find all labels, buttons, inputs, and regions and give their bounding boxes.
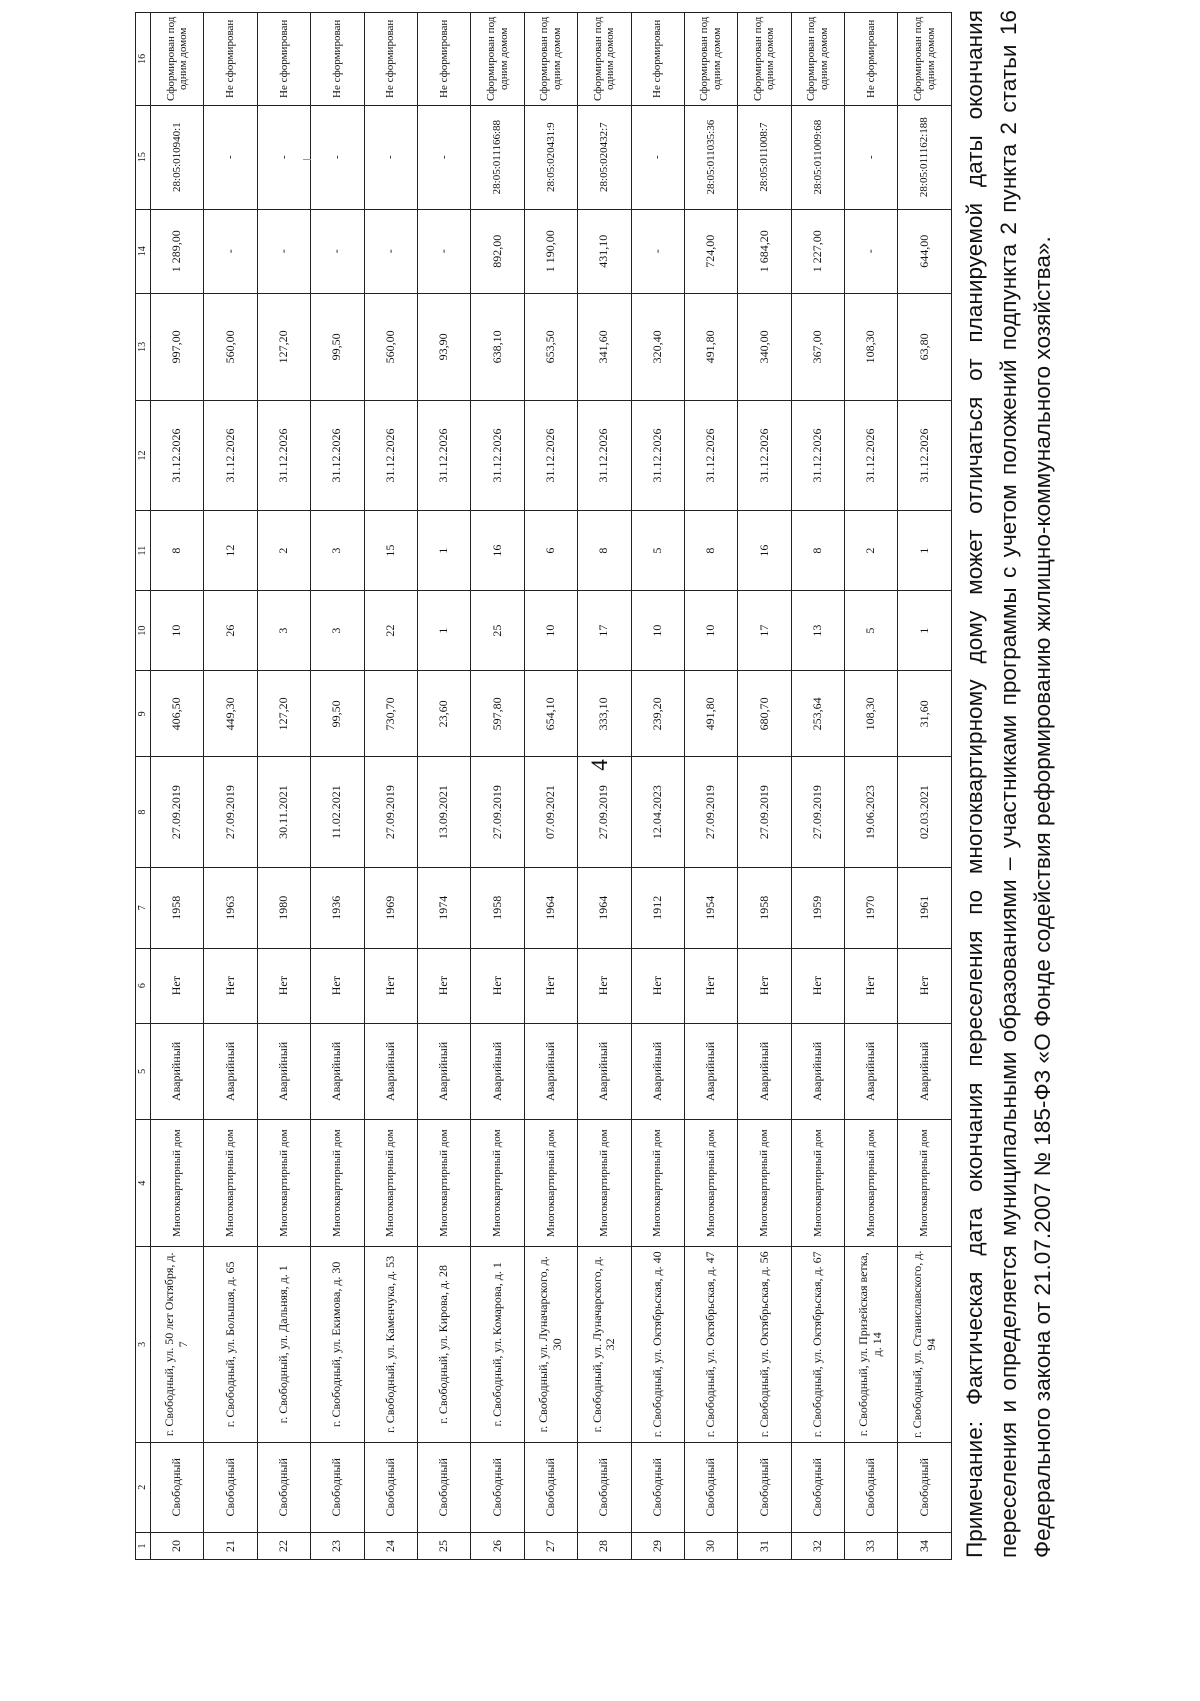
cell-row-number: 28 — [578, 1532, 631, 1559]
cell-year-built: 1974 — [417, 867, 470, 948]
table-row — [151, 13, 204, 1560]
cell-house-type: Многоквартирный дом — [471, 1120, 524, 1247]
cell-resettlement-end-date: 31.12.2026 — [151, 400, 204, 510]
cell-rooms: 2 — [257, 511, 310, 591]
column-number: 5 — [136, 1023, 151, 1120]
cell-cultural-heritage: Нет — [417, 948, 470, 1023]
cell-land-area: 1 289,00 — [151, 209, 204, 293]
cell-house-type: Многоквартирный дом — [738, 1120, 791, 1247]
cell-emergency-date: 27.09.2019 — [204, 757, 257, 867]
cell-house-status: Аварийный — [738, 1023, 791, 1120]
cell-year-built: 1958 — [471, 867, 524, 948]
cell-cadastral-number: - — [204, 105, 257, 209]
cell-row-number: 29 — [631, 1532, 684, 1559]
cell-house-type: Многоквартирный дом — [631, 1120, 684, 1247]
cell-address: г. Свободный, ул. Комарова, д. 1 — [471, 1247, 524, 1442]
cell-municipality: Свободный — [578, 1442, 631, 1532]
column-number: 1 — [136, 1532, 151, 1559]
cell-cadastral-number: - — [257, 105, 310, 209]
cell-row-number: 23 — [311, 1532, 364, 1559]
cell-rooms: 1 — [417, 511, 470, 591]
cell-year-built: 1969 — [364, 867, 417, 948]
table-row — [524, 13, 577, 1560]
cell-area: 730,70 — [364, 671, 417, 757]
cell-residents: 22 — [364, 591, 417, 671]
cell-residents: 10 — [631, 591, 684, 671]
cell-emergency-date: 11.02.2021 — [311, 757, 364, 867]
cell-land-status: Не сформирован — [417, 13, 470, 106]
cell-land-status: Не сформирован — [257, 13, 310, 106]
cell-year-built: 1954 — [684, 867, 737, 948]
cell-area: 239,20 — [631, 671, 684, 757]
cell-land-status: Сформирован под одним домом — [471, 13, 524, 106]
column-number: 10 — [136, 591, 151, 671]
cell-residents: 13 — [791, 591, 844, 671]
table-row — [898, 13, 951, 1560]
cell-resettlement-end-date: 31.12.2026 — [417, 400, 470, 510]
cell-area: 491,80 — [684, 671, 737, 757]
cell-land-status: Сформирован под одним домом — [684, 13, 737, 106]
cell-resettled-area: 341,60 — [578, 293, 631, 400]
table-row — [311, 13, 364, 1560]
cell-municipality: Свободный — [257, 1442, 310, 1532]
cell-cadastral-number: 28:05:020431:9 — [524, 105, 577, 209]
cell-rooms: 12 — [204, 511, 257, 591]
cell-cadastral-number: 28:05:020432:7 — [578, 105, 631, 209]
cell-row-number: 22 — [257, 1532, 310, 1559]
table-row — [791, 13, 844, 1560]
cell-house-type: Многоквартирный дом — [898, 1120, 951, 1247]
cell-cultural-heritage: Нет — [738, 948, 791, 1023]
cell-year-built: 1958 — [151, 867, 204, 948]
column-number: 2 — [136, 1442, 151, 1532]
cell-resettled-area: 367,00 — [791, 293, 844, 400]
cell-area: 406,50 — [151, 671, 204, 757]
cell-house-status: Аварийный — [791, 1023, 844, 1120]
cell-house-status: Аварийный — [471, 1023, 524, 1120]
cell-cadastral-number: - — [311, 105, 364, 209]
cell-land-area: - — [631, 209, 684, 293]
cell-cultural-heritage: Нет — [257, 948, 310, 1023]
cell-municipality: Свободный — [151, 1442, 204, 1532]
cell-resettlement-end-date: 31.12.2026 — [684, 400, 737, 510]
cell-emergency-date: 19.06.2023 — [845, 757, 898, 867]
cell-residents: 5 — [845, 591, 898, 671]
cell-cultural-heritage: Нет — [151, 948, 204, 1023]
cell-house-status: Аварийный — [631, 1023, 684, 1120]
cell-emergency-date: 13.09.2021 — [417, 757, 470, 867]
cell-resettlement-end-date: 31.12.2026 — [257, 400, 310, 510]
column-number: 11 — [136, 511, 151, 591]
cell-land-status: Сформирован под одним домом — [738, 13, 791, 106]
cell-address: г. Свободный, ул. Каменчука, д. 53 — [364, 1247, 417, 1442]
cell-house-status: Аварийный — [311, 1023, 364, 1120]
cell-rooms: 15 — [364, 511, 417, 591]
cell-rooms: 16 — [471, 511, 524, 591]
cell-row-number: 24 — [364, 1532, 417, 1559]
cell-land-status: Не сформирован — [631, 13, 684, 106]
cell-rooms: 6 — [524, 511, 577, 591]
cell-resettlement-end-date: 31.12.2026 — [311, 400, 364, 510]
column-number: 6 — [136, 948, 151, 1023]
cell-house-type: Многоквартирный дом — [524, 1120, 577, 1247]
cell-address: г. Свободный, ул. Луначарского, д. 30 — [524, 1247, 577, 1442]
cell-land-status: Сформирован под одним домом — [151, 13, 204, 106]
cell-area: 99,50 — [311, 671, 364, 757]
column-number: 9 — [136, 671, 151, 757]
cell-area: 333,10 — [578, 671, 631, 757]
cell-year-built: 1964 — [524, 867, 577, 948]
rotated-page-content — [135, 12, 1135, 1560]
cell-house-status: Аварийный — [417, 1023, 470, 1120]
cell-address: г. Свободный, ул. Призейская ветка, д. 14 — [845, 1247, 898, 1442]
cell-residents: 3 — [311, 591, 364, 671]
cell-house-status: Аварийный — [845, 1023, 898, 1120]
cell-resettlement-end-date: 31.12.2026 — [845, 400, 898, 510]
cell-address: г. Свободный, ул. Октябрьская, д. 56 — [738, 1247, 791, 1442]
cell-rooms: 5 — [631, 511, 684, 591]
table-row — [471, 13, 524, 1560]
cell-row-number: 33 — [845, 1532, 898, 1559]
column-number: 3 — [136, 1247, 151, 1442]
cell-cultural-heritage: Нет — [471, 948, 524, 1023]
cell-year-built: 1936 — [311, 867, 364, 948]
cell-land-area: 1 227,00 — [791, 209, 844, 293]
cell-municipality: Свободный — [204, 1442, 257, 1532]
cell-residents: 17 — [738, 591, 791, 671]
cell-house-type: Многоквартирный дом — [364, 1120, 417, 1247]
table-row — [738, 13, 791, 1560]
cell-rooms: 3 — [311, 511, 364, 591]
cell-address: г. Свободный, ул. Октябрьская, д. 47 — [684, 1247, 737, 1442]
cell-row-number: 26 — [471, 1532, 524, 1559]
cell-rooms: 8 — [684, 511, 737, 591]
cell-row-number: 31 — [738, 1532, 791, 1559]
cell-resettled-area: 638,10 — [471, 293, 524, 400]
cell-emergency-date: 27.09.2019 — [738, 757, 791, 867]
cell-row-number: 27 — [524, 1532, 577, 1559]
cell-municipality: Свободный — [631, 1442, 684, 1532]
cell-emergency-date: 27.09.2019 — [684, 757, 737, 867]
cell-year-built: 1912 — [631, 867, 684, 948]
cell-rooms: 8 — [578, 511, 631, 591]
cell-land-status: Сформирован под одним домом — [791, 13, 844, 106]
cell-address: г. Свободный, ул. Кирова, д. 28 — [417, 1247, 470, 1442]
cell-area: 449,30 — [204, 671, 257, 757]
cell-land-area: - — [311, 209, 364, 293]
cell-cultural-heritage: Нет — [204, 948, 257, 1023]
cell-house-type: Многоквартирный дом — [311, 1120, 364, 1247]
cell-cadastral-number: 28:05:010940:1 — [151, 105, 204, 209]
cell-municipality: Свободный — [524, 1442, 577, 1532]
cell-resettlement-end-date: 31.12.2026 — [578, 400, 631, 510]
cell-house-type: Многоквартирный дом — [151, 1120, 204, 1247]
table-row — [364, 13, 417, 1560]
cell-cadastral-number: - — [845, 105, 898, 209]
cell-rooms: 8 — [791, 511, 844, 591]
cell-municipality: Свободный — [845, 1442, 898, 1532]
cell-address: г. Свободный, ул. Дальняя, д. 1 — [257, 1247, 310, 1442]
cell-residents: 1 — [417, 591, 470, 671]
cell-house-type: Многоквартирный дом — [684, 1120, 737, 1247]
cell-land-status: Не сформирован — [845, 13, 898, 106]
cell-area: 23,60 — [417, 671, 470, 757]
scan-mark — [303, 159, 311, 160]
column-number: 15 — [136, 105, 151, 209]
cell-cadastral-number: 28:05:011009:68 — [791, 105, 844, 209]
cell-house-type: Многоквартирный дом — [578, 1120, 631, 1247]
cell-area: 253,64 — [791, 671, 844, 757]
cell-area: 680,70 — [738, 671, 791, 757]
cell-land-area: - — [417, 209, 470, 293]
cell-row-number: 25 — [417, 1532, 470, 1559]
cell-house-type: Многоквартирный дом — [257, 1120, 310, 1247]
cell-resettlement-end-date: 31.12.2026 — [471, 400, 524, 510]
cell-land-status: Сформирован под одним домом — [524, 13, 577, 106]
cell-year-built: 1964 — [578, 867, 631, 948]
cell-cultural-heritage: Нет — [791, 948, 844, 1023]
cell-house-status: Аварийный — [257, 1023, 310, 1120]
cell-residents: 26 — [204, 591, 257, 671]
cell-residents: 3 — [257, 591, 310, 671]
cell-emergency-date: 02.03.2021 — [898, 757, 951, 867]
cell-emergency-date: 27.09.2019 — [364, 757, 417, 867]
cell-house-status: Аварийный — [898, 1023, 951, 1120]
cell-residents: 10 — [151, 591, 204, 671]
cell-resettled-area: 63,80 — [898, 293, 951, 400]
column-number-row — [136, 13, 151, 1560]
cell-emergency-date: 27.09.2019 — [151, 757, 204, 867]
cell-cultural-heritage: Нет — [898, 948, 951, 1023]
cell-house-status: Аварийный — [204, 1023, 257, 1120]
cell-municipality: Свободный — [898, 1442, 951, 1532]
cell-cadastral-number: - — [364, 105, 417, 209]
cell-municipality: Свободный — [791, 1442, 844, 1532]
cell-address: г. Свободный, ул. Октябрьская, д. 40 — [631, 1247, 684, 1442]
cell-row-number: 21 — [204, 1532, 257, 1559]
cell-cultural-heritage: Нет — [631, 948, 684, 1023]
cell-area: 31,60 — [898, 671, 951, 757]
cell-resettlement-end-date: 31.12.2026 — [364, 400, 417, 510]
cell-cadastral-number: - — [417, 105, 470, 209]
table-body — [151, 13, 952, 1560]
cell-address: г. Свободный, ул. Большая, д. 65 — [204, 1247, 257, 1442]
cell-cultural-heritage: Нет — [311, 948, 364, 1023]
cell-residents: 10 — [524, 591, 577, 671]
cell-resettled-area: 560,00 — [364, 293, 417, 400]
cell-address: г. Свободный, ул. Станиславского, д. 94 — [898, 1247, 951, 1442]
cell-address: г. Свободный, ул. Екимова, д. 30 — [311, 1247, 364, 1442]
page-number: 4 — [587, 759, 612, 771]
cell-rooms: 2 — [845, 511, 898, 591]
cell-emergency-date: 27.09.2019 — [471, 757, 524, 867]
cell-house-status: Аварийный — [364, 1023, 417, 1120]
cell-emergency-date: 12.04.2023 — [631, 757, 684, 867]
cell-land-status: Не сформирован — [311, 13, 364, 106]
column-number: 8 — [136, 757, 151, 867]
table-row — [684, 13, 737, 1560]
cell-land-status: Не сформирован — [204, 13, 257, 106]
column-number: 14 — [136, 209, 151, 293]
cell-year-built: 1980 — [257, 867, 310, 948]
cell-year-built: 1970 — [845, 867, 898, 948]
cell-emergency-date: 27.09.2019 — [791, 757, 844, 867]
resettlement-table — [135, 12, 952, 1560]
cell-rooms: 16 — [738, 511, 791, 591]
cell-row-number: 30 — [684, 1532, 737, 1559]
cell-cadastral-number: 28:05:011166:88 — [471, 105, 524, 209]
cell-land-status: Не сформирован — [364, 13, 417, 106]
cell-municipality: Свободный — [684, 1442, 737, 1532]
cell-resettled-area: 127,20 — [257, 293, 310, 400]
cell-resettled-area: 653,50 — [524, 293, 577, 400]
column-number: 16 — [136, 13, 151, 106]
table-row — [631, 13, 684, 1560]
cell-land-area: 431,10 — [578, 209, 631, 293]
cell-rooms: 8 — [151, 511, 204, 591]
cell-land-status: Сформирован под одним домом — [578, 13, 631, 106]
cell-residents: 25 — [471, 591, 524, 671]
cell-land-area: - — [257, 209, 310, 293]
cell-row-number: 32 — [791, 1532, 844, 1559]
cell-house-type: Многоквартирный дом — [417, 1120, 470, 1247]
cell-emergency-date: 07.09.2021 — [524, 757, 577, 867]
cell-house-type: Многоквартирный дом — [204, 1120, 257, 1247]
cell-municipality: Свободный — [471, 1442, 524, 1532]
cell-resettled-area: 320,40 — [631, 293, 684, 400]
table-row — [845, 13, 898, 1560]
cell-year-built: 1963 — [204, 867, 257, 948]
cell-land-area: - — [845, 209, 898, 293]
cell-house-status: Аварийный — [578, 1023, 631, 1120]
cell-resettlement-end-date: 31.12.2026 — [898, 400, 951, 510]
cell-row-number: 20 — [151, 1532, 204, 1559]
cell-emergency-date: 30.11.2021 — [257, 757, 310, 867]
cell-municipality: Свободный — [311, 1442, 364, 1532]
cell-municipality: Свободный — [364, 1442, 417, 1532]
cell-land-area: 644,00 — [898, 209, 951, 293]
cell-municipality: Свободный — [738, 1442, 791, 1532]
cell-resettlement-end-date: 31.12.2026 — [524, 400, 577, 510]
cell-house-type: Многоквартирный дом — [845, 1120, 898, 1247]
cell-house-status: Аварийный — [524, 1023, 577, 1120]
cell-land-status: Сформирован под одним домом — [898, 13, 951, 106]
cell-resettled-area: 340,00 — [738, 293, 791, 400]
cell-cultural-heritage: Нет — [364, 948, 417, 1023]
cell-area: 108,30 — [845, 671, 898, 757]
cell-emergency-date: 27.09.2019 — [578, 757, 631, 867]
table-row — [257, 13, 310, 1560]
cell-resettled-area: 93,90 — [417, 293, 470, 400]
cell-address: г. Свободный, ул. 50 лет Октября, д. 7 — [151, 1247, 204, 1442]
cell-land-area: - — [364, 209, 417, 293]
cell-resettled-area: 491,80 — [684, 293, 737, 400]
cell-cadastral-number: 28:05:011162:188 — [898, 105, 951, 209]
cell-house-status: Аварийный — [684, 1023, 737, 1120]
cell-rooms: 1 — [898, 511, 951, 591]
cell-land-area: 1 684,20 — [738, 209, 791, 293]
cell-residents: 1 — [898, 591, 951, 671]
cell-year-built: 1958 — [738, 867, 791, 948]
table-row — [417, 13, 470, 1560]
cell-address: г. Свободный, ул. Октябрьская, д. 67 — [791, 1247, 844, 1442]
cell-resettlement-end-date: 31.12.2026 — [738, 400, 791, 510]
cell-land-area: 724,00 — [684, 209, 737, 293]
column-number: 13 — [136, 293, 151, 400]
cell-resettled-area: 99,50 — [311, 293, 364, 400]
cell-row-number: 34 — [898, 1532, 951, 1559]
table-row — [204, 13, 257, 1560]
column-number: 12 — [136, 400, 151, 510]
cell-house-type: Многоквартирный дом — [791, 1120, 844, 1247]
column-number: 4 — [136, 1120, 151, 1247]
cell-land-area: 1 190,00 — [524, 209, 577, 293]
cell-resettlement-end-date: 31.12.2026 — [791, 400, 844, 510]
cell-resettled-area: 997,00 — [151, 293, 204, 400]
cell-cultural-heritage: Нет — [578, 948, 631, 1023]
footnote: Примечание: Фактическая дата окончания переселения по многоквартирному дому может отличаться от планируемой даты окончания переселения и определяется муниципальными образованиями – участниками программы с учетом положений подпункта 2 пункта 2 статьи 16 Федерального закона от 21.07.2007 № 185-ФЗ «О Фонде содействия реформированию жилищно-коммунального хозяйства». — [962, 10, 1055, 1558]
cell-area: 597,80 — [471, 671, 524, 757]
cell-cadastral-number: 28:05:011035:36 — [684, 105, 737, 209]
cell-cultural-heritage: Нет — [845, 948, 898, 1023]
cell-year-built: 1961 — [898, 867, 951, 948]
cell-resettlement-end-date: 31.12.2026 — [204, 400, 257, 510]
column-number: 7 — [136, 867, 151, 948]
cell-cultural-heritage: Нет — [684, 948, 737, 1023]
cell-land-area: 892,00 — [471, 209, 524, 293]
cell-resettled-area: 108,30 — [845, 293, 898, 400]
cell-land-area: - — [204, 209, 257, 293]
cell-resettled-area: 560,00 — [204, 293, 257, 400]
cell-cadastral-number: 28:05:011008:7 — [738, 105, 791, 209]
table-row — [578, 13, 631, 1560]
cell-year-built: 1959 — [791, 867, 844, 948]
cell-address: г. Свободный, ул. Луначарского, д. 32 — [578, 1247, 631, 1442]
cell-area: 127,20 — [257, 671, 310, 757]
cell-area: 654,10 — [524, 671, 577, 757]
cell-residents: 17 — [578, 591, 631, 671]
cell-resettlement-end-date: 31.12.2026 — [631, 400, 684, 510]
cell-house-status: Аварийный — [151, 1023, 204, 1120]
cell-residents: 10 — [684, 591, 737, 671]
cell-cadastral-number: - — [631, 105, 684, 209]
cell-municipality: Свободный — [417, 1442, 470, 1532]
cell-cultural-heritage: Нет — [524, 948, 577, 1023]
